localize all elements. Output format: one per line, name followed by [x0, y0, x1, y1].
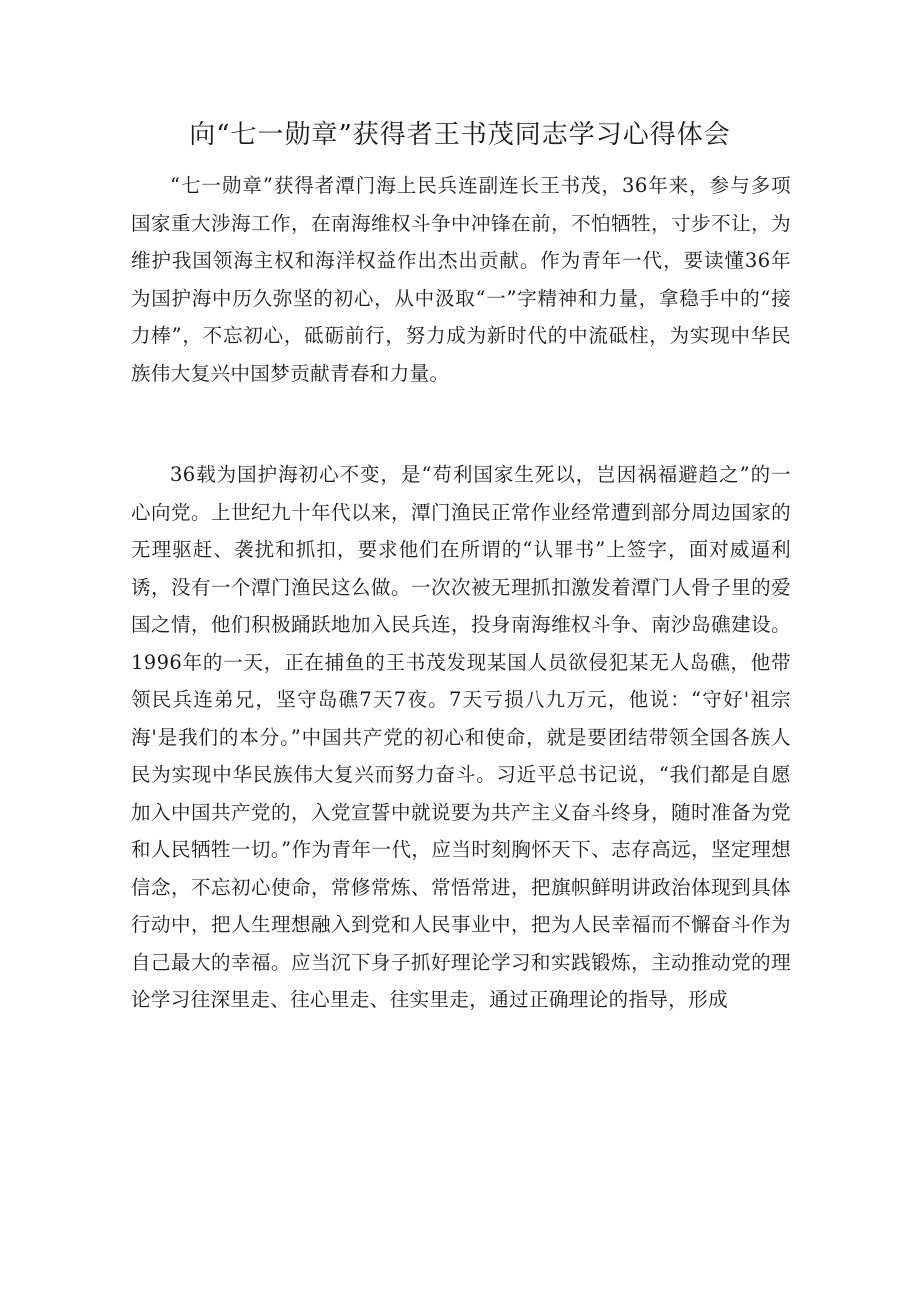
body-paragraph-1: “七一勋章”获得者潭门海上民兵连副连长王书茂，36年来，参与多项国家重大涉海工作，在南海维权斗争中冲锋在前，不怕牺牲，寸步不让，为维护我国领海主权和海洋权益作出杰出贡献。作为青年一代，要读懂36年为国护海中历久弥坚的初心，从中汲取“一”字精神和力量，拿稳手中的“接力棒”，不忘初心，砥砺前行，努力成为新时代的中流砥柱，为实现中华民族伟大复兴中国梦贡献青春和力量。	[131, 174, 791, 385]
document-title: 向“七一勋章”获得者王书茂同志学习心得体会	[189, 120, 731, 150]
body-paragraph-2: 36载为国护海初心不变，是“苟利国家生死以，岂因祸福避趋之”的一心向党。上世纪九十年代以来，潭门渔民正常作业经常遭到部分周边国家的无理驱赶、袭扰和抓扣，要求他们在所谓的“认罪书”上签字，面对威逼利诱，没有一个潭门渔民这么做。一次次被无理抓扣激发着潭门人骨子里的爱国之情，他们积极踊跃地加入民兵连，投身南海维权斗争、南沙岛礁建设。1996年的一天，正在捕鱼的王书茂发现某国人员欲侵犯某无人岛礁，他带领民兵连弟兄，坚守岛礁7天7夜。7天亏损八九万元，他说：“守好'祖宗海'是我们的本分。”中国共产党的初心和使命，就是要团结带领全国各族人民为实现中华民族伟大复兴而努力奋斗。习近平总书记说，“我们都是自愿加入中国共产党的，入党宣誓中就说要为共产主义奋斗终身，随时准备为党和人民牺牲一切。”作为青年一代，应当时刻胸怀天下、志存高远，坚定理想信念，不忘初心使命，常修常炼、常悟常进，把旗帜鲜明讲政治体现到具体行动中，把人生理想融入到党和人民事业中，把为人民幸福而不懈奋斗作为自己最大的幸福。应当沉下身子抓好理论学习和实践锻炼，主动推动党的理论学习往深里走、往心里走、往实里走，通过正确理论的指导，形成	[131, 463, 791, 1011]
